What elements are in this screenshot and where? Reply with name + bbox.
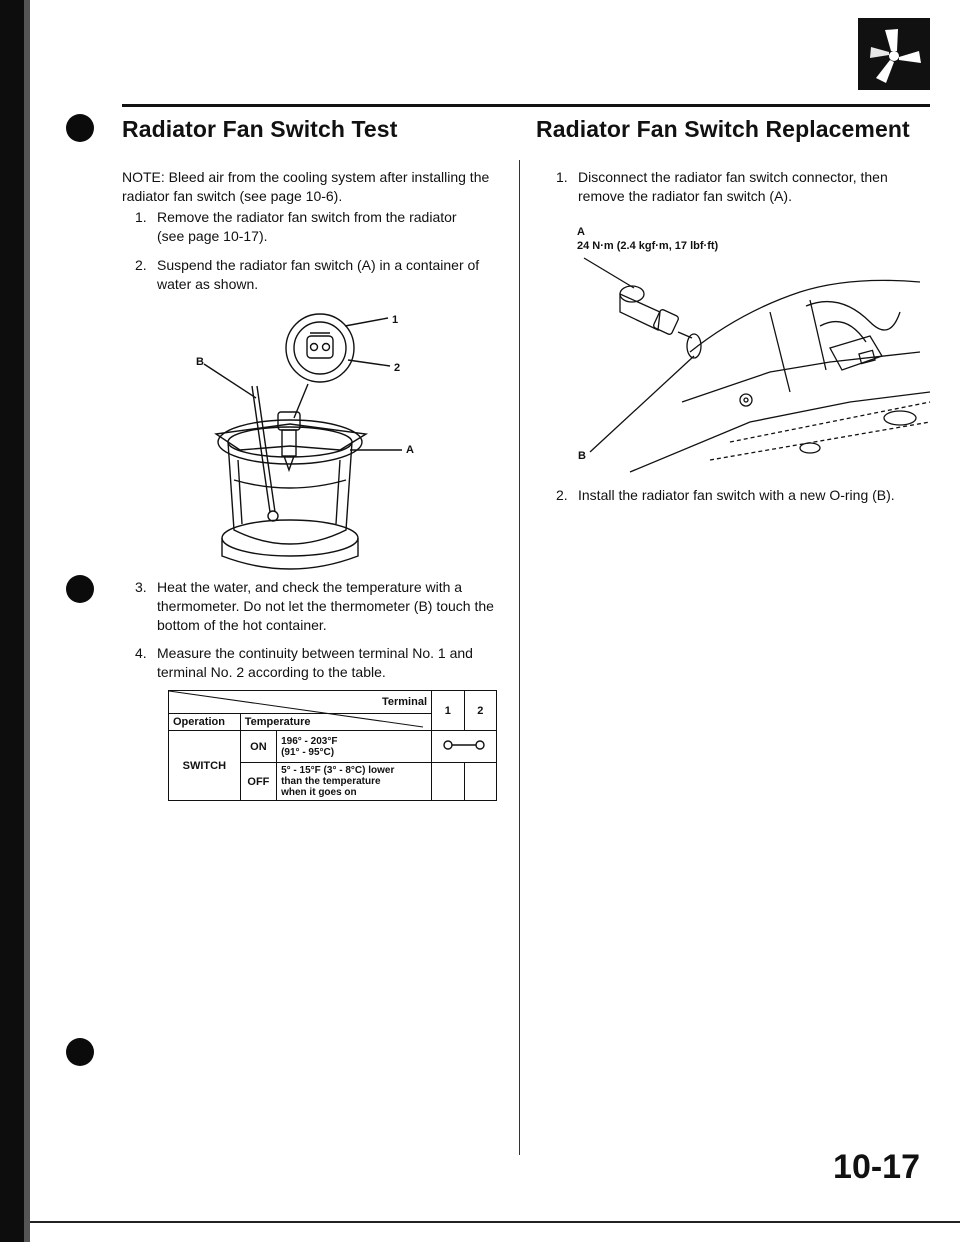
- binding-edge: [0, 0, 24, 1242]
- figure-label-1: 1: [392, 314, 399, 326]
- operation-header: Operation: [169, 714, 241, 731]
- note-text: NOTE: Bleed air from the cooling system after installing the radiator fan switch (see page 10-6).: [122, 169, 490, 204]
- operation-cell: SWITCH: [169, 731, 241, 801]
- on-temp-line: 196° - 203°F: [281, 735, 338, 747]
- torque-spec: 24 N·m (2.4 kgf·m, 17 lbf·ft): [577, 240, 719, 252]
- figure-label-2: 2: [394, 362, 401, 374]
- header-diagonal: [169, 691, 423, 727]
- step-number: 4.: [135, 645, 147, 661]
- step-text: Heat the water, and check the temperature with a thermometer. Do not let the thermometer (B) touch the bottom of the hot container.: [157, 579, 494, 633]
- continuity-table: [168, 690, 497, 801]
- terminal-1-header: 1: [432, 691, 465, 731]
- figure-label-a: A: [577, 226, 585, 238]
- off-temp-line: 5° - 15°F (3° - 8°C) lower: [281, 765, 395, 776]
- step-text: Measure the continuity between terminal No. 1 and terminal No. 2 according to the table.: [157, 645, 473, 680]
- right-section-title: Radiator Fan Switch Replacement: [536, 116, 910, 142]
- figure-label-b: B: [578, 450, 586, 462]
- on-label: ON: [240, 731, 276, 763]
- margin-bullet: [66, 1038, 94, 1066]
- margin-bullet: [66, 114, 94, 142]
- continuity-symbol: [432, 731, 497, 763]
- figure-label-a: A: [406, 444, 414, 456]
- step-text: Disconnect the radiator fan switch connector, then remove the radiator fan switch (A).: [578, 169, 888, 204]
- cooling-fan-icon: [858, 18, 930, 90]
- off-terminal-2: [464, 763, 497, 801]
- on-temp-line: (91° - 95°C): [281, 746, 335, 758]
- off-temperature: [277, 763, 432, 801]
- page-number: 10-17: [833, 1148, 920, 1186]
- step-number: 3.: [135, 579, 147, 595]
- fan-switch-test-figure: [190, 300, 470, 570]
- off-temp-line: than the temperature: [281, 776, 381, 787]
- on-temperature: [277, 731, 432, 763]
- left-section-title: Radiator Fan Switch Test: [122, 116, 398, 142]
- step-number: 2.: [556, 487, 568, 503]
- step-number: 1.: [556, 169, 568, 185]
- terminal-2-header: 2: [464, 691, 497, 731]
- step-number: 2.: [135, 257, 147, 273]
- off-temp-line: when it goes on: [281, 787, 357, 798]
- step-number: 1.: [135, 209, 147, 225]
- fan-switch-replacement-figure: [570, 252, 940, 492]
- header-rule: [122, 104, 930, 107]
- off-label: OFF: [240, 763, 276, 801]
- footer-rule: [30, 1221, 960, 1223]
- figure-label-b: B: [196, 356, 204, 368]
- binding-edge-shadow: [24, 0, 30, 1242]
- temperature-header: Temperature: [240, 714, 431, 731]
- step-text: Install the radiator fan switch with a new O-ring (B).: [578, 487, 895, 503]
- margin-bullet: [66, 575, 94, 603]
- column-divider: [519, 160, 520, 1155]
- step-text: Remove the radiator fan switch from the radiator (see page 10-17).: [157, 209, 457, 244]
- off-terminal-1: [432, 763, 465, 801]
- terminal-header: Terminal: [381, 696, 427, 708]
- step-text: Suspend the radiator fan switch (A) in a container of water as shown.: [157, 257, 480, 292]
